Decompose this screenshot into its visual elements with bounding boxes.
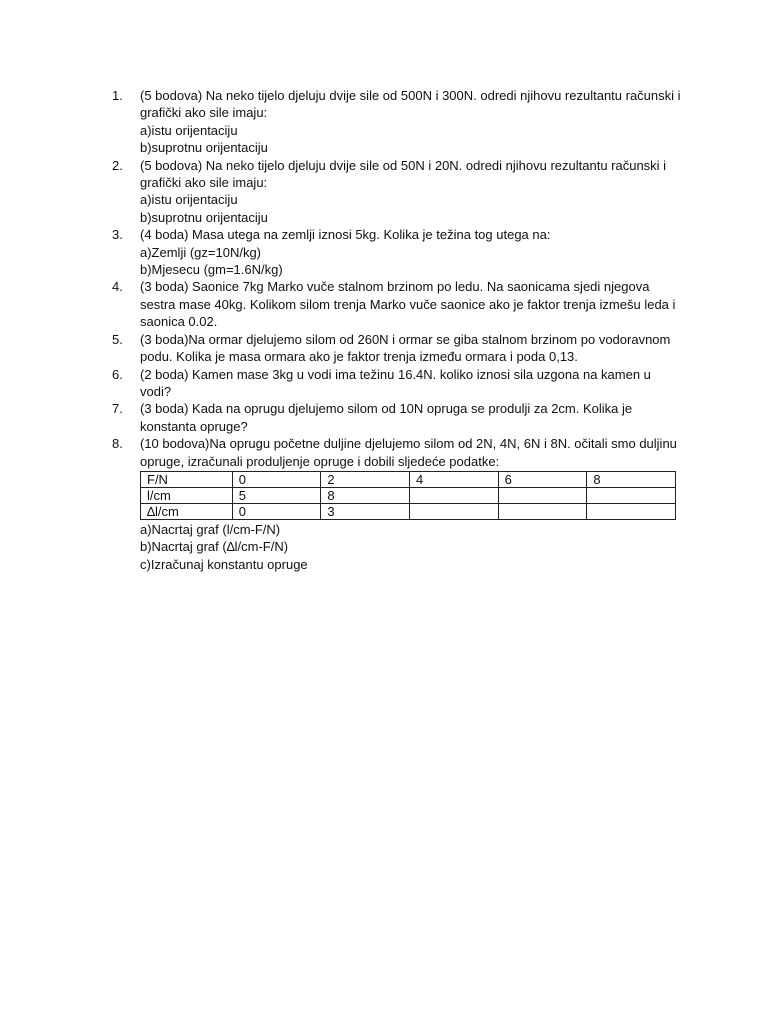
question-text: (10 bodova)Na oprugu početne duljine djelujemo silom od 2N, 4N, 6N i 8N. očitali smo duljinu opruge, izračunali produljenje opruge i dobili sljedeće podatke:	[140, 436, 677, 469]
question-subitem: b)suprotnu orijentaciju	[140, 140, 268, 156]
question-text: (3 boda) Saonice 7kg Marko vuče stalnom brzinom po ledu. Na saonicama sjedi njegova sestra mase 40kg. Kolikom silom trenja Marko vuče saonice ako je faktor trenja izmešu leda i saonica 0.02.	[140, 279, 676, 330]
table-cell	[498, 503, 587, 519]
question-text: (5 bodova) Na neko tijelo djeluju dvije sile od 50N i 20N. odredi njihovu rezultantu računski i grafički ako sile imaju:	[140, 157, 667, 191]
spring-data-table	[140, 471, 676, 520]
question-text: (3 boda)Na ormar djelujemo silom od 260N i ormar se giba stalnom brzinom po vodoravnom podu. Kolika je masa ormara ako je faktor trenja između ormara i poda 0,13.	[140, 331, 671, 365]
question-body	[140, 400, 682, 435]
question-2	[112, 157, 682, 227]
question-subitem: a)istu orijentaciju	[140, 192, 238, 208]
table-cell	[587, 487, 676, 503]
question-5	[112, 331, 682, 366]
question-number: 7.	[112, 401, 123, 417]
question-number: 5.	[112, 331, 123, 347]
table-cell	[410, 487, 499, 503]
table-row-header: F/N	[141, 471, 233, 487]
question-6	[112, 366, 682, 401]
question-body	[140, 157, 682, 227]
question-3	[112, 226, 682, 278]
question-text: (2 boda) Kamen mase 3kg u vodi ima težinu 16.4N. koliko iznosi sila uzgona na kamen u vodi?	[140, 366, 651, 399]
table-row-header: ∆l/cm	[141, 503, 233, 519]
table-cell: 0	[232, 471, 321, 487]
table-cell	[498, 487, 587, 503]
question-text: (4 boda) Masa utega na zemlji iznosi 5kg. Kolika je težina tog utega na:	[140, 227, 551, 243]
question-subitem: a)Zemlji (gz=10N/kg)	[140, 244, 262, 260]
table-cell: 3	[321, 503, 410, 519]
question-body	[140, 331, 682, 366]
question-subitem: b)suprotnu orijentaciju	[140, 209, 268, 225]
question-text: (5 bodova) Na neko tijelo djeluju dvije sile od 500N i 300N. odredi njihovu rezultantu računski i grafički ako sile imaju:	[140, 88, 681, 121]
question-body	[140, 87, 682, 157]
table-cell: 6	[498, 471, 587, 487]
table-row	[141, 487, 676, 503]
question-number: 3.	[112, 227, 123, 243]
question-subitem: a)Nacrtaj graf (l/cm-F/N)	[140, 521, 281, 537]
question-body	[140, 278, 682, 330]
question-number: 4.	[112, 279, 123, 295]
table-cell: 4	[410, 471, 499, 487]
question-list	[112, 87, 682, 573]
table-cell: 0	[232, 503, 321, 519]
question-body	[140, 226, 682, 278]
question-7	[112, 400, 682, 435]
table-cell: 2	[321, 471, 410, 487]
question-text: (3 boda) Kada na oprugu djelujemo silom od 10N opruga se produlji za 2cm. Kolika je konstanta opruge?	[140, 401, 633, 434]
table-cell: 5	[232, 487, 321, 503]
question-body	[140, 435, 682, 573]
question-subitem: b)Mjesecu (gm=1.6N/kg)	[140, 262, 283, 278]
question-number: 2.	[112, 157, 123, 173]
table-cell: 8	[587, 471, 676, 487]
table-cell	[587, 503, 676, 519]
question-1	[112, 87, 682, 157]
question-number: 1.	[112, 88, 123, 103]
question-number: 8.	[112, 436, 123, 452]
table-cell	[410, 503, 499, 519]
table-cell: 8	[321, 487, 410, 503]
question-subitem: b)Nacrtaj graf (∆l/cm-F/N)	[140, 539, 289, 555]
question-body	[140, 366, 682, 401]
question-subitem: c)Izračunaj konstantu opruge	[140, 556, 308, 572]
table-row	[141, 503, 676, 519]
question-subitem: a)istu orijentaciju	[140, 122, 238, 138]
question-4	[112, 278, 682, 330]
table-row	[141, 471, 676, 487]
question-8	[112, 435, 682, 573]
question-number: 6.	[112, 366, 123, 382]
table-row-header: l/cm	[141, 487, 233, 503]
